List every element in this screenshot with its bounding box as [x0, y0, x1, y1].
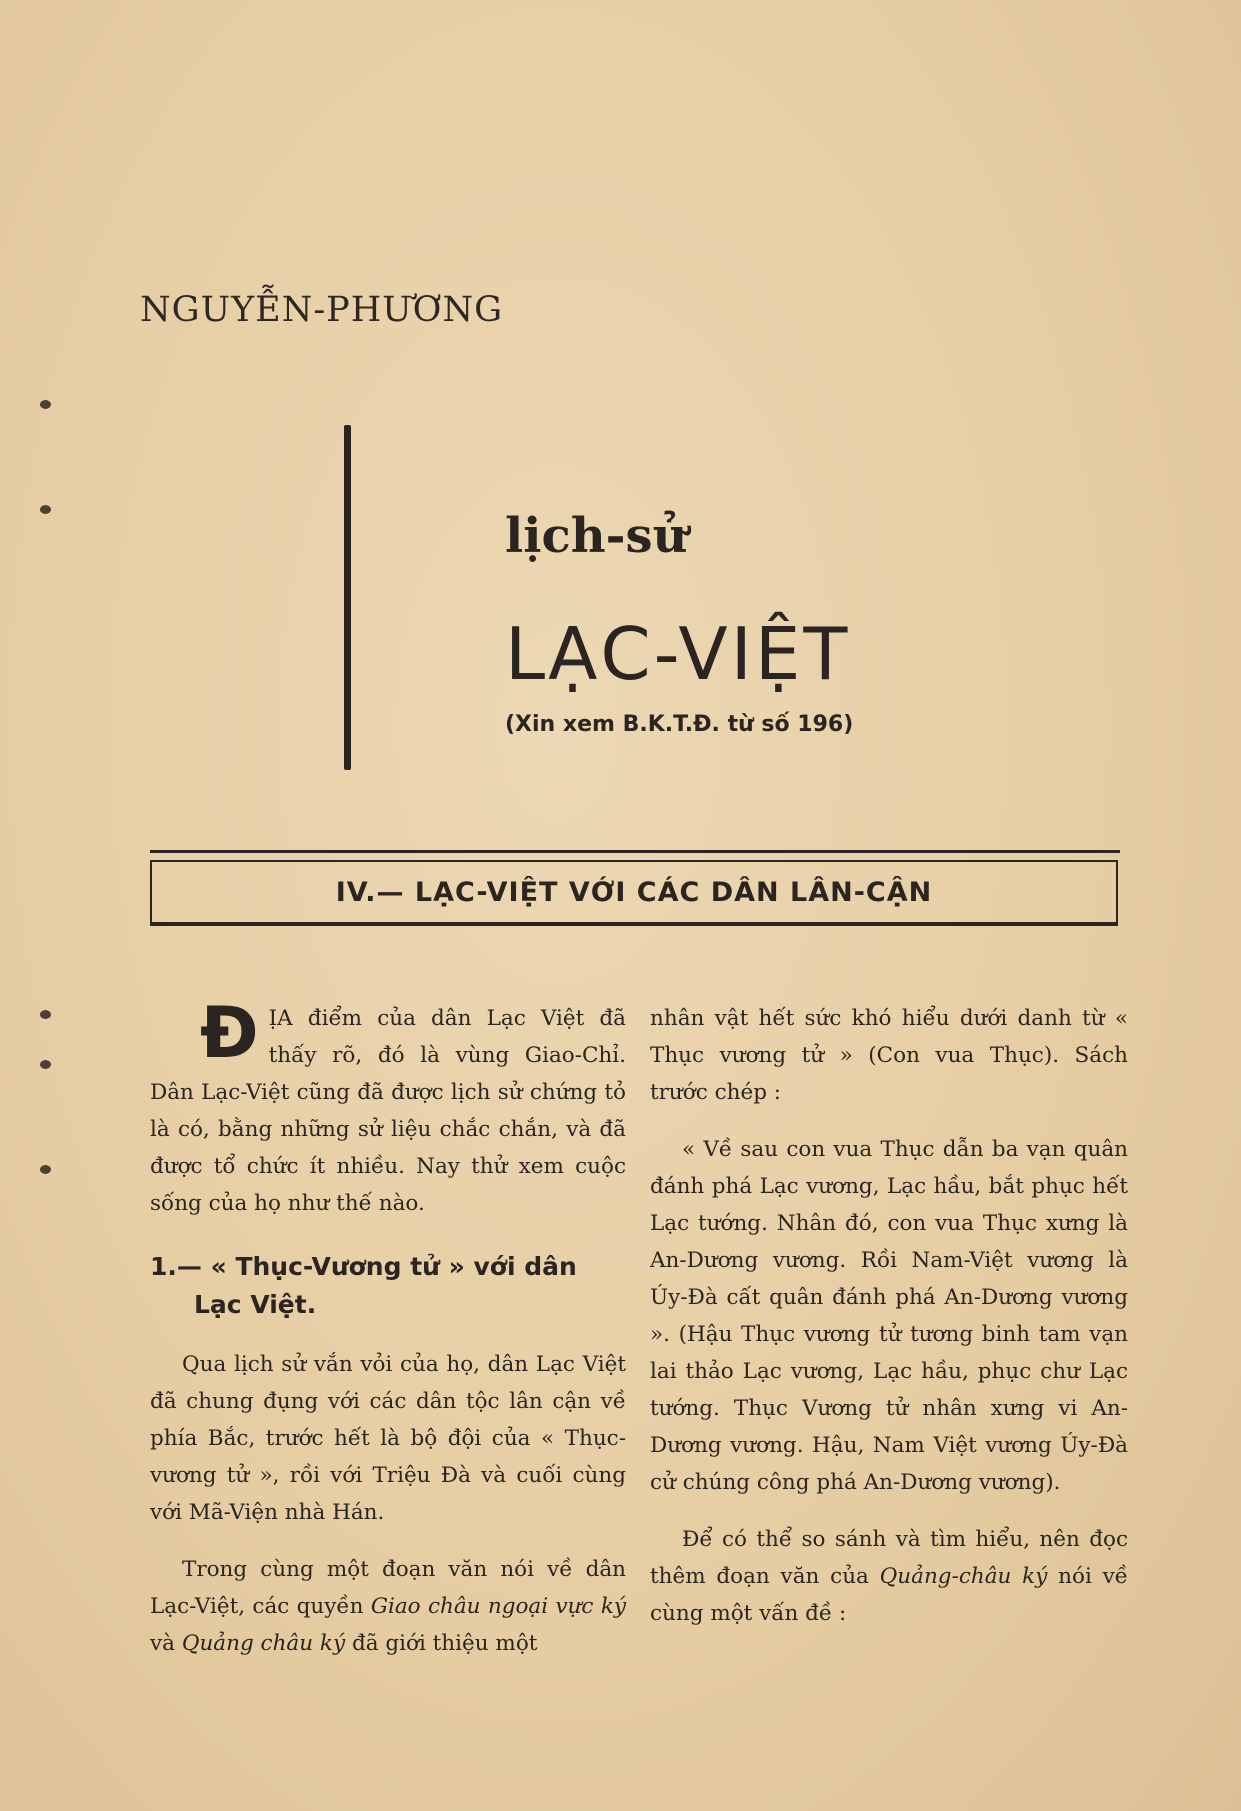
book-title: Giao châu ngoại vực ký	[370, 1594, 626, 1619]
book-title: Quảng châu ký	[181, 1631, 346, 1656]
paragraph-text: đã giới thiệu một	[345, 1631, 538, 1656]
body-paragraph: nhân vật hết sức khó hiểu dưới danh từ « Thục vương tử » (Con vua Thục). Sách trước chép :	[650, 1006, 1128, 1105]
right-column	[650, 1000, 1128, 1652]
paragraph-text: và	[150, 1631, 182, 1656]
body-paragraph	[650, 1521, 1128, 1632]
body-paragraph	[150, 1551, 626, 1662]
title-divider	[344, 425, 351, 770]
paragraph-text: nói về cùng một vấn đề :	[650, 1564, 1128, 1626]
binding-hole	[40, 1010, 51, 1019]
subsection-heading-line1: 1.— « Thục-Vương tử » với dân	[150, 1252, 577, 1281]
book-title: Quảng-châu ký	[879, 1564, 1048, 1589]
binding-hole	[40, 400, 51, 409]
reference-note: (Xin xem B.K.T.Đ. từ số 196)	[505, 712, 854, 737]
paragraph-text: Để có thể so sánh và tìm hiểu, nên đọc thêm đoạn văn của	[650, 1527, 1128, 1589]
binding-hole	[40, 505, 51, 514]
paragraph-text: Trong cùng một đoạn văn nói về dân Lạc-Việt, các quyền	[150, 1557, 626, 1619]
binding-hole	[40, 1060, 51, 1069]
subsection-heading-line2: Lạc Việt.	[194, 1290, 317, 1319]
intro-text: ỊA điểm của dân Lạc Việt đã thấy rõ, đó là vùng Giao-Chỉ. Dân Lạc-Việt cũng đã được lịch sử chứng tỏ là có, bằng những sử liệu chắc chắn, và đã được tổ chức ít nhiều. Nay thử xem cuộc sống của họ như thế nào.	[150, 1006, 626, 1216]
quotation-paragraph: « Về sau con vua Thục dẫn ba vạn quân đánh phá Lạc vương, Lạc hầu, bắt phục hết Lạc tướng. Nhân đó, con vua Thục xưng là An-Dương vương. Rồi Nam-Việt vương là Úy-Đà cất quân đánh phá An-Dương vương ». (Hậu Thục vương tử tương binh tam vạn lai thảo Lạc vương, Lạc hầu, phục chư Lạc tướng. Thục Vương tử nhân xưng vi An-Dương vương. Hậu, Nam Việt vương Úy-Đà cử chúng công phá An-Dương vương).	[650, 1137, 1128, 1495]
section-rule	[150, 850, 1120, 853]
page-title: LẠC-VIỆT	[505, 612, 851, 696]
body-paragraph: Qua lịch sử vắn vỏi của họ, dân Lạc Việt đã chung đụng với các dân tộc lân cận về phía Bắc, trước hết là bộ đội của « Thục-vương tử », rồi với Triệu Đà và cuối cùng với Mã-Viện nhà Hán.	[150, 1352, 626, 1525]
binding-hole	[40, 1165, 51, 1174]
drop-cap: Đ	[200, 992, 259, 1074]
title-kicker: lịch-sử	[505, 508, 688, 564]
section-heading-box	[150, 860, 1118, 926]
section-title: IV.— LẠC-VIỆT VỚI CÁC DÂN LÂN-CẬN	[335, 876, 933, 908]
subsection-heading	[150, 1248, 626, 1324]
intro-paragraph	[150, 992, 626, 1222]
left-column	[150, 992, 626, 1682]
author-name: NGUYỄN-PHƯƠNG	[140, 290, 504, 330]
